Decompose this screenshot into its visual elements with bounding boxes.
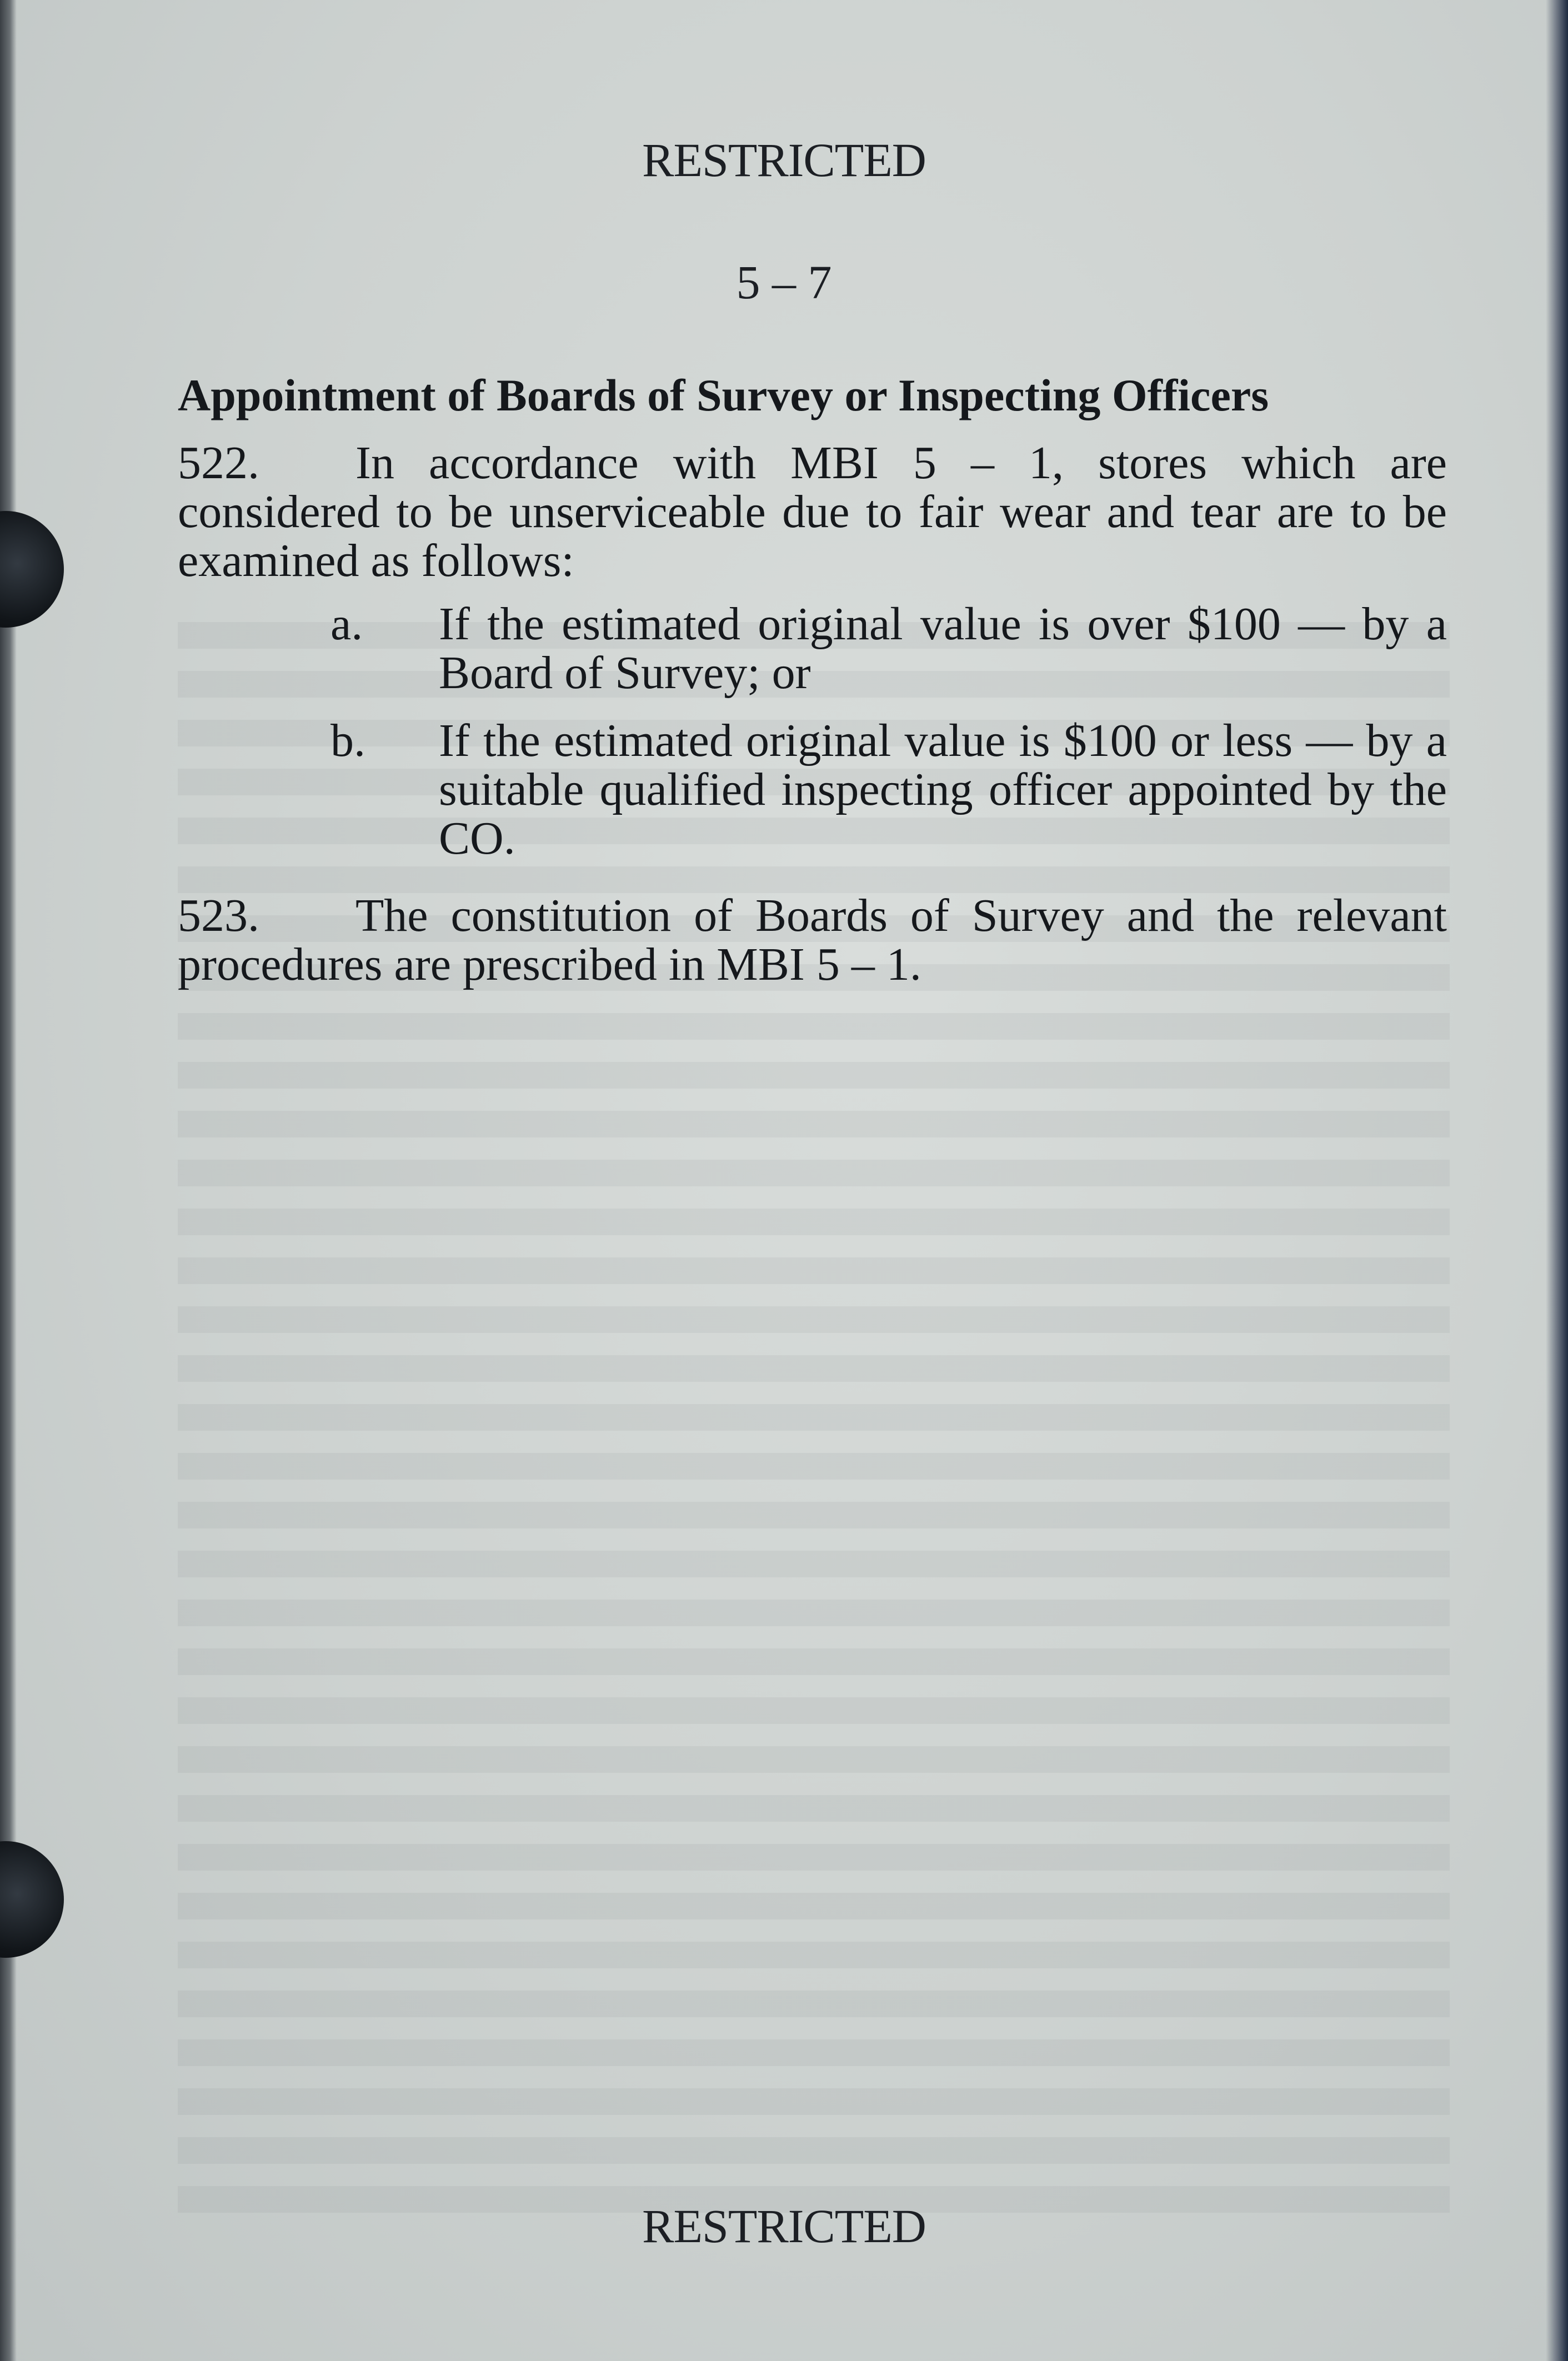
page-left-edge (0, 0, 17, 2361)
list-item-b (330, 716, 1447, 863)
list-item-text: If the estimated original value is over $100 — by a Board of Survey; or (439, 598, 1447, 699)
paragraph-522 (178, 439, 1447, 585)
section-heading: Appointment of Boards of Survey or Inspecting Officers (178, 370, 1269, 420)
paragraph-number: 522. (178, 437, 259, 489)
paragraph-text: In accordance with MBI 5 – 1, stores which are considered to be unserviceable due to fair wear and tear are to be examined as follows: (178, 437, 1447, 587)
classification-header: RESTRICTED (642, 133, 926, 187)
list-item-text: If the estimated original value is $100 or less — by a suitable qualified inspecting officer appointed by the CO. (439, 715, 1447, 864)
paragraph-text: The constitution of Boards of Survey and the relevant procedures are prescribed in MBI 5 – 1. (178, 890, 1447, 990)
list-item-letter: b. (330, 715, 365, 766)
page-right-edge (1546, 0, 1568, 2361)
list-item-letter: a. (330, 598, 363, 650)
binder-hole-bottom (0, 1841, 64, 1958)
page-number: 5 – 7 (736, 255, 832, 309)
paragraph-523 (178, 891, 1447, 989)
list-item-a (330, 600, 1447, 698)
reverse-side-bleed-through (178, 622, 1450, 2233)
paragraph-number: 523. (178, 890, 259, 941)
classification-footer: RESTRICTED (642, 2199, 926, 2253)
binder-hole-top (0, 511, 64, 628)
